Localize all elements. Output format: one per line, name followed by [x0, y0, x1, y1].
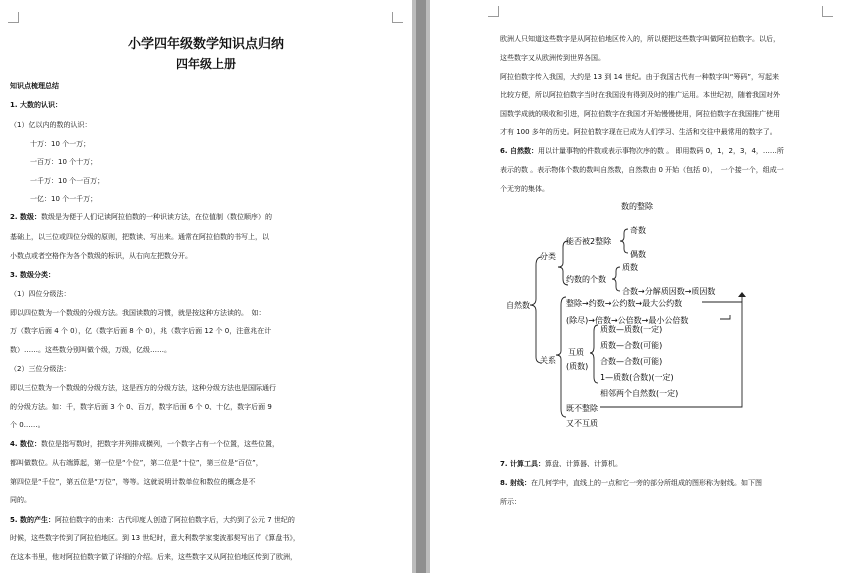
crop-mark — [8, 12, 19, 23]
crop-mark — [822, 6, 833, 17]
paragraph-line: 万（数字后面 4 个 0），亿（数字后面 8 个 0），兆（数字后面 12 个 0，注意兆在计 — [10, 327, 272, 335]
subheading: （2）三位分级法： — [10, 365, 71, 373]
paragraph-line: 这些数字又从欧洲传到世界各国。 — [500, 54, 605, 62]
paragraph-line: 阿拉伯数字的由来：古代印度人创造了阿拉伯数字后，大约到了公元 7 世纪的 — [54, 516, 295, 524]
paragraph-line: 欧洲人只知道这些数字是从阿拉伯地区传入的，所以便把这些数字叫做阿拉伯数字。以后， — [500, 35, 780, 43]
paragraph-line: 数位是指写数时，把数字并列排成横列，一个数字占有一个位置，这些位置， — [40, 440, 279, 448]
divisibility-diagram — [430, 195, 846, 435]
paragraph-line: 的分级方法。如：千，数字后面 3 个 0、百万，数字后面 6 个 0、十亿，数字后面 9 — [10, 403, 272, 411]
node-coprime-case: 合数—合数(可能) — [600, 357, 663, 366]
paragraph-line: 个 0……。 — [10, 421, 45, 429]
node-composite: 合数→分解质因数→质因数 — [622, 287, 716, 296]
paragraph-line: 在几何学中，直线上的一点和它一旁的部分所组成的图形称为射线。如下图 — [530, 479, 762, 487]
document-page-left — [0, 0, 412, 573]
section-label: 5. 数的产生： — [10, 516, 55, 524]
node-classification: 分类 — [540, 252, 556, 261]
section-label: 7. 计算工具： — [500, 460, 545, 468]
paragraph-line: 在这本书里，他对阿拉伯数字做了详细的介绍。后来，这些数字又从阿拉伯地区传到了欧洲， — [10, 553, 297, 561]
paragraph-line: 算盘、计算器、计算机。 — [544, 460, 622, 468]
paragraph-line: 比较方便，所以阿拉伯数字当时在我国没有得到及时的推广运用。本世纪初，随着我国对外 — [500, 91, 780, 99]
section-heading: 3. 数级分类： — [10, 271, 55, 279]
section-label: 2. 数级： — [10, 213, 41, 221]
diagram-title: 数的整除 — [621, 202, 653, 211]
node-coprime-case: 质数—合数(可能) — [600, 341, 663, 350]
paragraph-line: 表示的数 。表示物体个数的数叫自然数，自然数由 0 开始（包括 0）， 一个接一个，组成一 — [500, 166, 784, 174]
section-label: 8. 射线： — [500, 479, 531, 487]
unit-line: 十万：10 个一万； — [30, 140, 91, 148]
crop-mark — [488, 6, 499, 17]
paragraph-line: 小数点或者空格作为各个数级的标识，从右向左把数分开。 — [10, 252, 192, 260]
node-not-coprime: 又不互质 — [566, 419, 598, 428]
section-label: 6. 自然数： — [500, 147, 538, 155]
node-divisible-by-2: 能否被2整除 — [566, 237, 612, 246]
node-factor-count: 约数的个数 — [566, 275, 606, 284]
unit-line: 一千万：10 个一百万； — [30, 177, 105, 185]
node-coprime-case: 相邻两个自然数(一定) — [600, 389, 679, 398]
node-relation: 关系 — [540, 356, 556, 365]
node-coprime-case: 1—质数(合数)(一定) — [600, 373, 674, 382]
node-even: 偶数 — [630, 250, 646, 259]
node-coprime-case: 质数—质数(一定) — [600, 325, 663, 334]
paragraph-line: 阿拉伯数字传入我国，大约是 13 到 14 世纪。由于我国古代有一种数字叫“筹码”，写起来 — [500, 73, 779, 81]
page-title: 小学四年级数学知识点归纳 — [127, 37, 284, 52]
paragraph-line: 才有 100 多年的历史。阿拉伯数字现在已成为人们学习、生活和交往中最常用的数字了。 — [500, 128, 777, 136]
paragraph-line: 都叫做数位。从右端算起，第一位是“个位”，第二位是“十位”，第三位是“百位”， — [10, 459, 263, 467]
document-page-right — [430, 0, 846, 573]
subheading: （1）亿以内的数的认识： — [10, 121, 92, 129]
paragraph-line: 同的。 — [10, 496, 31, 504]
paragraph-line: 国数学成就的吸收和引进，阿拉伯数字在我国才开始慢慢使用，阿拉伯数字在我国推广使用 — [500, 110, 780, 118]
node-not-divisible: 既不整除 — [566, 404, 598, 413]
unit-line: 一亿：10 个一千万； — [30, 195, 98, 203]
paragraph-line: 第四位是“千位”，第五位是“万位”，等等。这就说明计数单位和数位的概念是不 — [10, 478, 256, 486]
paragraph-line: 即以四位数为一个数级的分级方法。我国读数的习惯，就是按这种方法读的。 如： — [10, 309, 266, 317]
page-subtitle: 四年级上册 — [175, 57, 236, 71]
paragraph-line: 用以计量事物的件数或表示事物次序的数 。 即用数码 0，1，2，3，4，……所 — [537, 147, 784, 155]
summary-heading: 知识点梳理总结 — [10, 82, 59, 90]
node-relation-1: 整除→约数→公约数→最大公约数 — [566, 299, 683, 308]
subheading: （1）四位分级法： — [10, 290, 71, 298]
paragraph-line: 数）……。这些数分别叫做个级，万级，亿级……。 — [10, 346, 171, 354]
paragraph-line: 数级是为便于人们记读阿拉伯数的一种识读方法，在位值制（数位顺序）的 — [40, 213, 272, 221]
paragraph-line: 即以三位数为一个数级的分级方法，这是西方的分级方法，这种分级方法也是国际通行 — [10, 384, 276, 392]
node-prime: 质数 — [622, 263, 638, 272]
paragraph-line: 个无穷的集体。 — [500, 185, 549, 193]
crop-mark — [392, 12, 403, 23]
section-label: 4. 数位： — [10, 440, 41, 448]
unit-line: 一百万：10 个十万； — [30, 158, 98, 166]
node-coprime: 互质 — [568, 348, 584, 357]
section-heading: 1. 大数的认识： — [10, 101, 62, 109]
node-root: 自然数 — [506, 301, 530, 310]
node-odd: 奇数 — [630, 226, 646, 235]
paragraph-line: 时候，这些数字传到了阿拉伯地区。到 13 世纪时，意大利数学家斐波那契写出了《算盘书》， — [10, 534, 300, 542]
page-gutter — [412, 0, 430, 573]
paragraph-line: 基础上，以三位或四位分级的原则，把数读、写出来。通常在阿拉伯数的书写上，以 — [10, 233, 269, 241]
paragraph-line: 所示： — [500, 498, 521, 506]
node-coprime-prime: (质数) — [566, 362, 589, 371]
node-relation-2: (除尽)→倍数→公倍数→最小公倍数 — [566, 316, 689, 325]
